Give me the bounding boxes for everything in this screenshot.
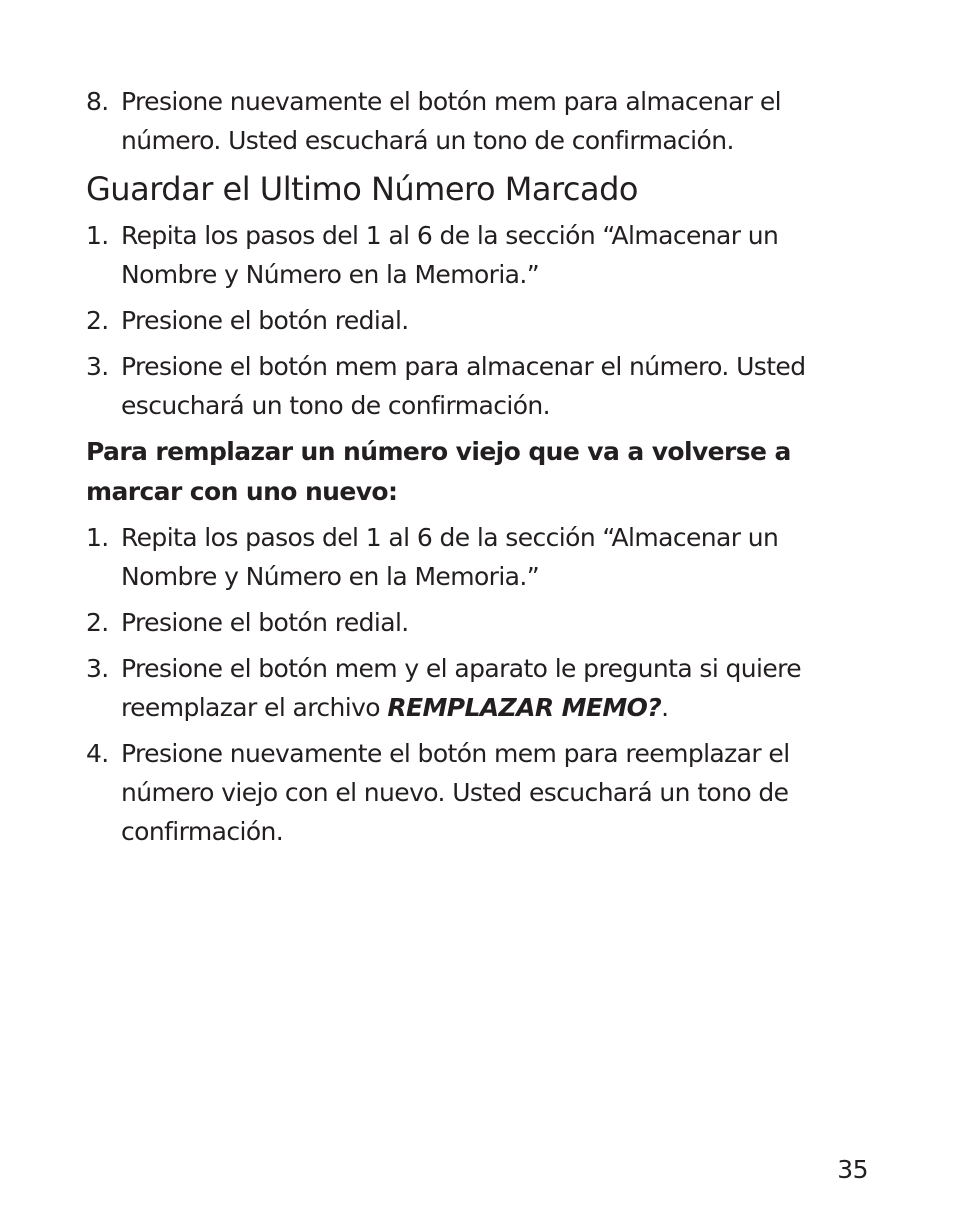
step-text: Presione el botón redial.	[121, 306, 409, 335]
step-text: Presione el botón mem y el aparato le pregunta si quiere reemplazar el archivo	[121, 654, 802, 722]
step-number: 1.	[86, 523, 109, 552]
intro-step-list	[86, 82, 876, 160]
step-number: 2.	[86, 608, 109, 637]
list-item	[86, 734, 876, 851]
step-number: 2.	[86, 306, 109, 335]
page-number: 35	[837, 1155, 868, 1184]
replace-heading: Para remplazar un número viejo que va a volverse a marcar con uno nuevo:	[86, 437, 791, 506]
list-item	[86, 301, 876, 340]
list-item	[86, 603, 876, 642]
list-item	[86, 216, 876, 294]
replace-step-list	[86, 518, 876, 851]
step-number: 4.	[86, 739, 109, 768]
list-item	[86, 518, 876, 596]
step-text: Repita los pasos del 1 al 6 de la sección “Almacenar un Nombre y Número en la Memoria.”	[121, 221, 779, 289]
list-item	[86, 649, 876, 727]
step-text-end: .	[661, 693, 669, 722]
step-number: 3.	[86, 654, 109, 683]
save-step-list	[86, 216, 876, 425]
step-text: Presione el botón mem para almacenar el número. Usted escuchará un tono de confirmación.	[121, 352, 806, 420]
list-item	[86, 347, 876, 425]
manual-page	[86, 82, 876, 858]
step-number: 3.	[86, 352, 109, 381]
step-number: 8.	[86, 87, 109, 116]
step-text: Repita los pasos del 1 al 6 de la sección “Almacenar un Nombre y Número en la Memoria.”	[121, 523, 779, 591]
step-text: Presione nuevamente el botón mem para almacenar el número. Usted escuchará un tono de confirmación.	[121, 87, 781, 155]
display-message: REMPLAZAR MEMO?	[387, 693, 662, 722]
step-number: 1.	[86, 221, 109, 250]
section-title: Guardar el Ultimo Número Marcado	[86, 170, 638, 208]
step-text: Presione el botón redial.	[121, 608, 409, 637]
step-text: Presione nuevamente el botón mem para reemplazar el número viejo con el nuevo. Usted escuchará un tono de confirmación.	[121, 739, 790, 846]
list-item	[86, 82, 876, 160]
